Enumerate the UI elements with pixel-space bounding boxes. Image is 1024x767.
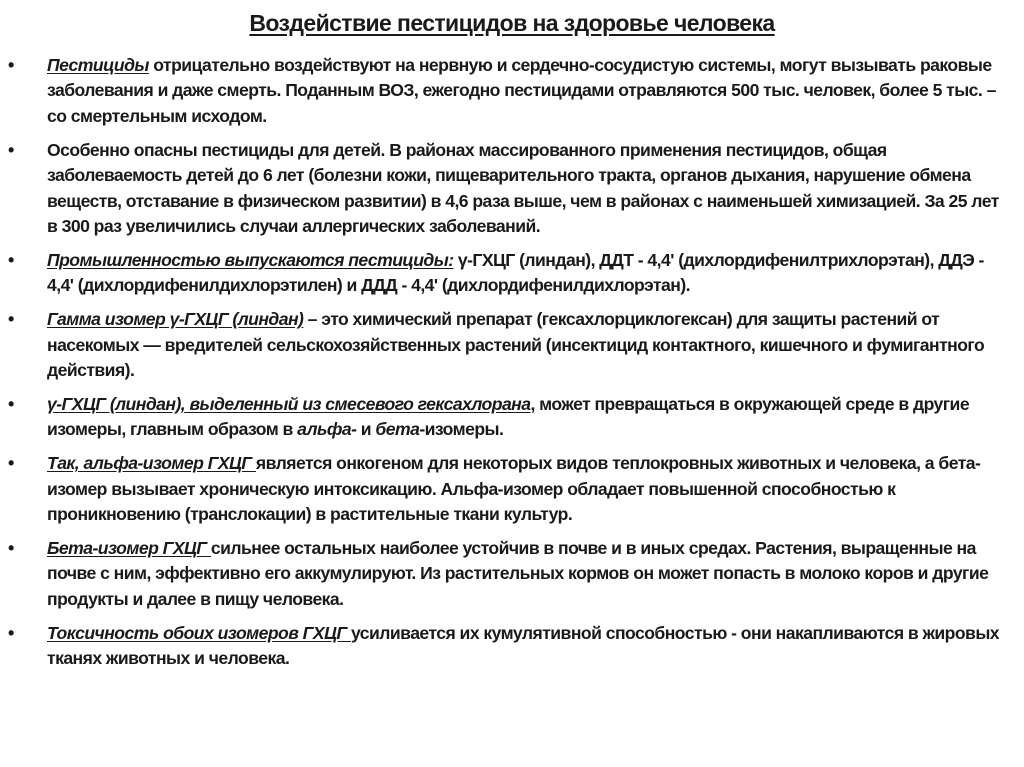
bullet-lead: Так, альфа-изомер ГХЦГ (47, 453, 256, 474)
bullet-text: отрицательно воздействуют на нервную и сердечно-сосудистую системы, могут вызывать раковые заболевания и даже смерть. Поданным ВОЗ, ежегодно пестицидами отравляются 500 тыс. человек, более 5 тыс. – со смертельным исходом. (47, 55, 996, 126)
slide-title-text: Воздействие пестицидов на здоровье человека (249, 10, 775, 36)
bullet-industrial-pesticides (0, 248, 1000, 299)
bullet-lead: Токсичность обоих изомеров ГХЦГ (47, 622, 351, 643)
bullet-text: является онкогеном для некоторых видов теплокровных животных и человека, а бета-изомер вызывает хроническую интоксикацию. Альфа-изомер обладает повышенной способностью к проникновению (транслокации) в растительные ткани культур. (47, 453, 981, 524)
bullet-lead: γ-ГХЦГ (линдан), выделенный из смесевого гексахлорана (47, 393, 531, 414)
bullet-text: – это химический препарат (гексахлорциклогексан) для защиты растений от насекомых — вредителей сельскохозяйственных растений (инсектицид контактного, кишечного и фумигантного действия). (47, 309, 985, 380)
bullet-text: Особенно опасны пестициды для детей. В районах массированного применения пестицидов, общая заболеваемость детей до 6 лет (болезни кожи, пищеварительного тракта, органов дыхания, нарушение обмена веществ, отставание в физическом развитии) в 4,6 раза выше, чем в районах с наименьшей химизацией. За 25 лет в 300 раз увеличились случаи аллергических заболеваний. (47, 139, 999, 236)
bullet-italic-beta: бета (375, 419, 420, 440)
bullet-list (0, 53, 1000, 680)
bullet-lindane-transform (0, 392, 1000, 443)
bullet-text: γ-ГХЦГ (линдан), ДДТ - 4,4' (дихлордифенилтрихлорэтан), ДДЭ - 4,4' (дихлордифенилдихлорэтилен) и ДДД - 4,4' (дихлордифенилдихлорэтан). (47, 249, 984, 296)
bullet-text: усиливается их кумулятивной способностью - они накапливаются в жировых тканях животных и человека. (47, 622, 1000, 669)
bullet-text: , может превращаться в окружающей среде в другие изомеры, главным образом в (47, 393, 970, 440)
slide-title (0, 10, 1024, 37)
bullet-gamma-isomer (0, 307, 1000, 383)
bullet-text: -изомеры. (419, 419, 504, 440)
bullet-alpha-isomer (0, 451, 1000, 527)
bullet-lead: Пестициды (47, 55, 149, 75)
bullet-italic-alpha: альфа- (297, 419, 357, 440)
bullet-text: сильнее остальных наиболее устойчив в почве и в иных средах. Растения, выращенные на почве с ним, эффективно его аккумулируют. Из растительных кормов он может попасть в молоко коров и другие продукты и далее в пищу человека. (47, 537, 989, 609)
bullet-lead: Промышленностью выпускаются пестициды: (47, 249, 454, 270)
bullet-lead: Бета-изомер ГХЦГ (47, 537, 211, 558)
bullet-pesticides-effects (0, 53, 1000, 129)
bullet-beta-isomer (0, 536, 1000, 612)
bullet-children-danger (0, 138, 1000, 240)
bullet-toxicity (0, 621, 1000, 672)
bullet-text: и (356, 419, 376, 440)
bullet-lead: Гамма изомер γ-ГХЦГ (линдан) (47, 309, 304, 330)
